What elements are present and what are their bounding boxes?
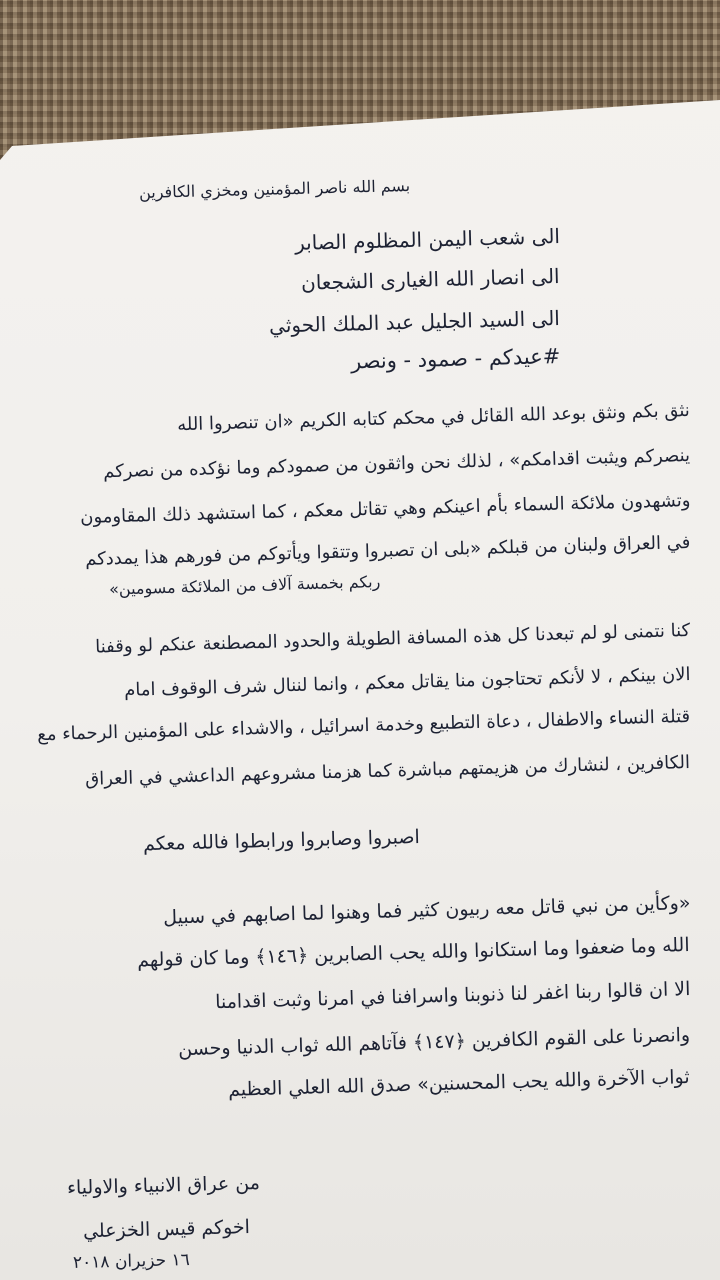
paragraph-line: في العراق ولبنان من قبلكم «بلى ان تصبروا وتتقوا ويأتوكم من فورهم هذا يمددكم <box>84 532 691 570</box>
signature-name: اخوكم قيس الخزعلي <box>82 1216 251 1243</box>
salutation-line: الى انصار الله الغيارى الشجعان <box>301 264 561 295</box>
paragraph-line: وتشهدون ملائكة السماء بأم اعينكم وهي تقاتل معكم ، كما استشهد ذلك المقاومون <box>79 490 691 529</box>
paragraph-line: الان بينكم ، لا لأنكم تحتاجون منا يقاتل معكم ، وانما لننال شرف الوقوف امام <box>123 664 691 701</box>
paragraph-line: ربكم بخمسة آلاف من الملائكة مسومين» <box>108 572 381 599</box>
hashtag-line: #عيدكم - صمود - ونصر <box>350 344 561 374</box>
salutation-line: الى السيد الجليل عبد الملك الحوثي <box>269 306 561 338</box>
salutation-line: الى شعب اليمن المظلوم الصابر <box>294 224 561 255</box>
basmala-heading: بسم الله ناصر المؤمنين ومخزي الكافرين <box>138 176 411 203</box>
exhortation-line: اصبروا وصابروا ورابطوا فالله معكم <box>143 826 421 856</box>
verse-line: وانصرنا على القوم الكافرين ﴿١٤٧﴾ فآتاهم الله ثواب الدنيا وحسن <box>177 1024 691 1061</box>
paragraph-line: الكافرين ، لنشارك من هزيمتهم مباشرة كما هزمنا مشروعهم الداعشي في العراق <box>84 752 691 790</box>
paragraph-line: قتلة النساء والاطفال ، دعاة التطبيع وخدمة اسرائيل ، والاشداء على المؤمنين الرحماء مع <box>36 706 691 746</box>
paragraph-line: نثق بكم ونثق بوعد الله القائل في محكم كتابه الكريم «ان تنصروا الله <box>177 400 691 436</box>
paragraph-line: كنا نتمنى لو لم تبعدنا كل هذه المسافة الطويلة والحدود المصطنعة عنكم لو وقفنا <box>94 620 691 658</box>
verse-line: «وكأين من نبي قاتل معه ربيون كثير فما وهنوا لما اصابهم في سبيل <box>162 892 691 929</box>
paragraph-line: ينصركم ويثبت اقدامكم» ، لذلك نحن واثقون من صمودكم وما نؤكده من نصركم <box>102 445 691 483</box>
signature-date: ١٦ حزيران ٢٠١٨ <box>72 1250 191 1274</box>
verse-line: ثواب الآخرة والله يحب المحسنين» صدق الله العلي العظيم <box>228 1066 691 1101</box>
verse-line: الله وما ضعفوا وما استكانوا والله يحب الصابرين ﴿١٤٦﴾ وما كان قولهم <box>137 934 691 972</box>
verse-line: الا ان قالوا ربنا اغفر لنا ذنوبنا واسرافنا في امرنا وثبت اقدامنا <box>214 978 691 1014</box>
signature-origin: من عراق الانبياء والاولياء <box>66 1172 261 1200</box>
